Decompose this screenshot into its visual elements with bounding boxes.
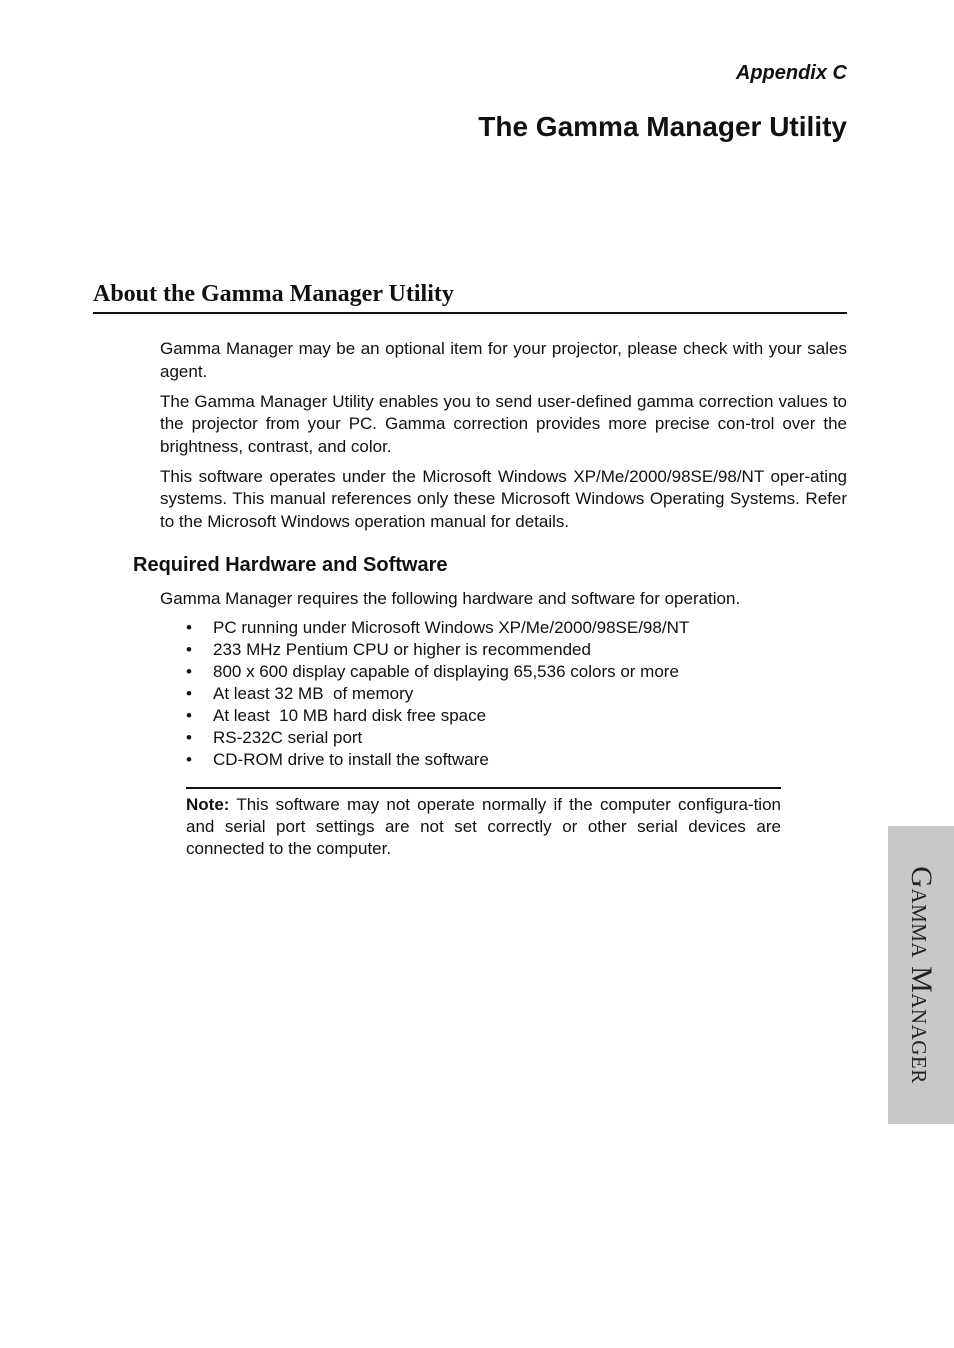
appendix-label: Appendix C (735, 62, 847, 84)
list-item (186, 727, 786, 749)
bullet-icon: • (186, 662, 192, 681)
about-paragraph: The Gamma Manager Utility enables you to send user-defined gamma correction values to the projector from your PC. Gamma correction provides more precise con-trol over the brightness, contrast, and color. (160, 391, 847, 456)
section-heading-about: About the Gamma Manager Utility (93, 281, 847, 314)
side-tab (888, 826, 954, 1124)
bullet-icon: • (186, 618, 192, 637)
bullet-icon: • (186, 706, 192, 725)
list-item-text: CD-ROM drive to install the software (213, 750, 489, 769)
list-item (186, 705, 786, 727)
list-item (186, 749, 786, 771)
list-item (186, 617, 786, 639)
note-text: This software may not operate normally if the computer configura-tion and serial port settings are not set correctly or other serial devices are connected to the computer. (186, 795, 781, 858)
note-box (186, 787, 781, 860)
note-label: Note: (186, 795, 230, 814)
list-item-text: At least 10 MB hard disk free space (213, 706, 487, 725)
requirements-intro: Gamma Manager requires the following hardware and software for operation. (160, 589, 741, 608)
list-item-text: 800 x 600 display capable of displaying 65,536 colors or more (213, 662, 679, 681)
list-item-text: At least 32 MB of memory (213, 684, 414, 703)
about-body (160, 338, 847, 541)
bullet-icon: • (186, 728, 192, 747)
list-item-text: 233 MHz Pentium CPU or higher is recommended (213, 640, 591, 659)
bullet-icon: • (186, 684, 192, 703)
list-item (186, 639, 786, 661)
list-item (186, 683, 786, 705)
bullet-icon: • (186, 750, 192, 769)
requirements-list (186, 617, 786, 771)
side-tab-label: Gamma Manager (905, 866, 938, 1084)
page-title: The Gamma Manager Utility (478, 111, 847, 142)
about-paragraph: This software operates under the Microsoft Windows XP/Me/2000/98SE/98/NT oper-ating systems. This manual references only these Microsoft Windows Operating Systems. Refer to the Microsoft Windows operation manual for details. (160, 466, 847, 531)
list-item (186, 661, 786, 683)
list-item-text: RS-232C serial port (213, 728, 363, 747)
about-paragraph: Gamma Manager may be an optional item for your projector, please check with your sales agent. (160, 339, 847, 381)
bullet-icon: • (186, 640, 192, 659)
section-heading-requirements: Required Hardware and Software (133, 554, 448, 576)
list-item-text: PC running under Microsoft Windows XP/Me/2000/98SE/98/NT (213, 618, 690, 637)
